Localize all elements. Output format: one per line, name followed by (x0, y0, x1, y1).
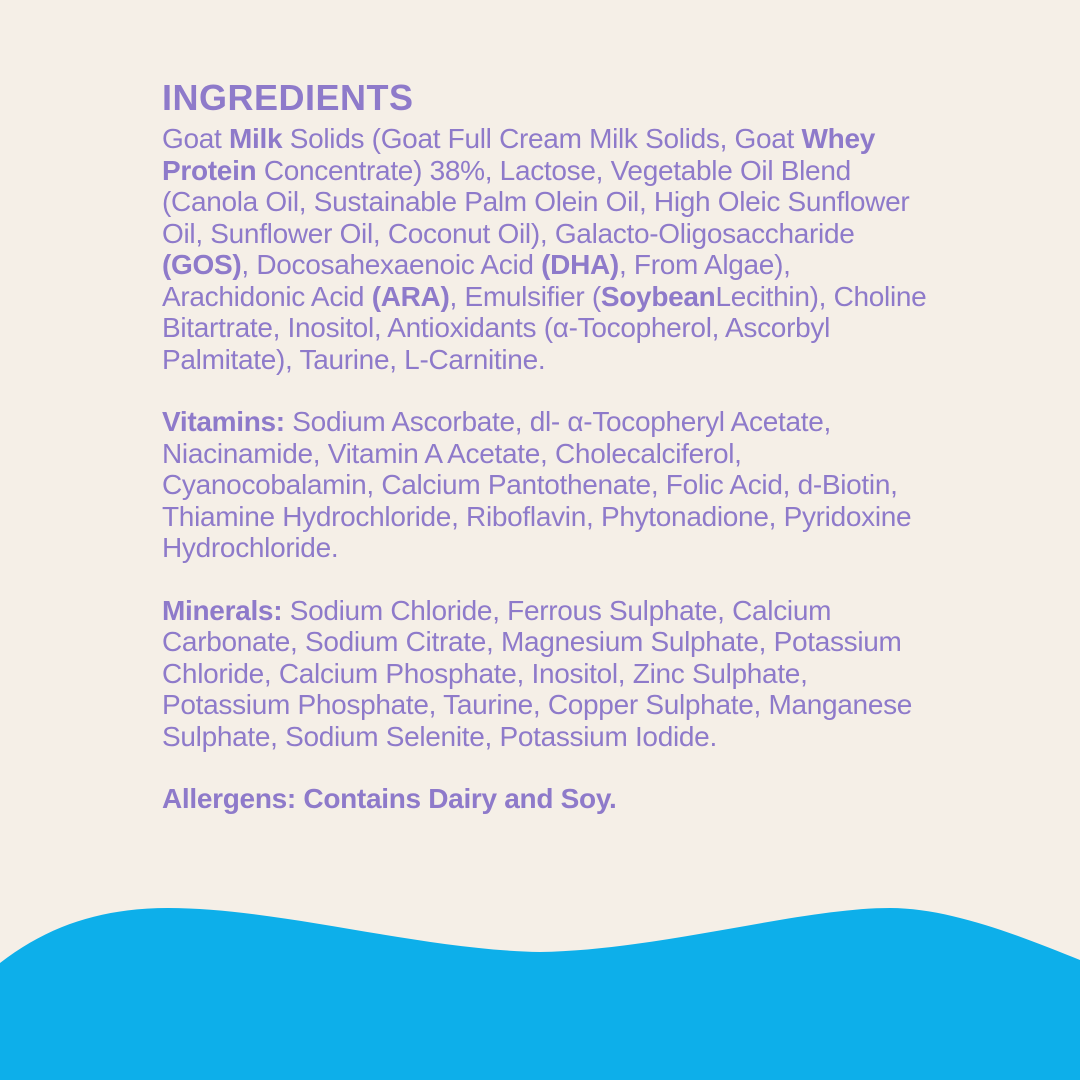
paragraph-vitamins (162, 406, 930, 564)
bold-segment: Whey Protein (162, 123, 875, 186)
ingredients-label (162, 77, 930, 815)
paragraph-minerals (162, 595, 930, 753)
text-segment: Solids (Goat Full Cream Milk Solids, Goat (282, 123, 802, 154)
wave-shape (0, 908, 1080, 1080)
bold-segment: (ARA) (371, 280, 450, 312)
text-segment: , Docosahexaenoic Acid (241, 249, 542, 280)
text-segment: Goat (162, 123, 229, 154)
text-segment: Sodium Chloride, Ferrous Sulphate, Calcium Carbonate, Sodium Citrate, Magnesium Sulphate, Potassium Chloride, Calcium Phosphate, Inositol, Zinc Sulphate, Potassium Phosphate, Taurine, Copper Sulphate, Manganese Sulphate, Sodium Selenite, Potassium Iodide. (162, 594, 913, 752)
bold-segment: (GOS) (162, 249, 242, 280)
text-segment: Sodium Ascorbate, dl- α-Tocopheryl Acetate, Niacinamide, Vitamin A Acetate, Cholecalciferol, Cyanocobalamin, Calcium Pantothenate, Folic Acid, d-Biotin, Thiamine Hydrochloride, Riboflavin, Phytonadione, Pyridoxine Hydrochloride. (162, 406, 912, 563)
bold-segment: (DHA) (541, 249, 619, 280)
wave-graphic (0, 900, 1080, 1080)
bold-segment: Minerals: (162, 594, 283, 626)
ingredients-heading: INGREDIENTS (162, 77, 414, 118)
text-segment: , Emulsifier ( (449, 280, 601, 312)
label-paragraphs (162, 123, 930, 815)
text-segment: Concentrate) 38%, Lactose, Vegetable Oil Blend (Canola Oil, Sustainable Palm Olein Oil, High Oleic Sunflower Oil, Sunflower Oil, Coconut Oil), Galacto-Oligosaccharide (162, 154, 910, 249)
text-segment: , From Algae), Arachidonic Acid (162, 249, 791, 312)
bold-segment: Soybean (600, 280, 716, 312)
bold-segment: Vitamins: (162, 406, 285, 437)
paragraph-ingredients-list (162, 123, 930, 375)
paragraph-allergens (162, 783, 930, 815)
bold-segment: Allergens: Contains Dairy and Soy. (162, 783, 617, 814)
bold-segment: Milk (228, 123, 283, 154)
text-segment: Lecithin), Choline Bitartrate, Inositol, Antioxidants (α-Tocopherol, Ascorbyl Palmitate), Taurine, L-Carnitine. (162, 280, 927, 375)
